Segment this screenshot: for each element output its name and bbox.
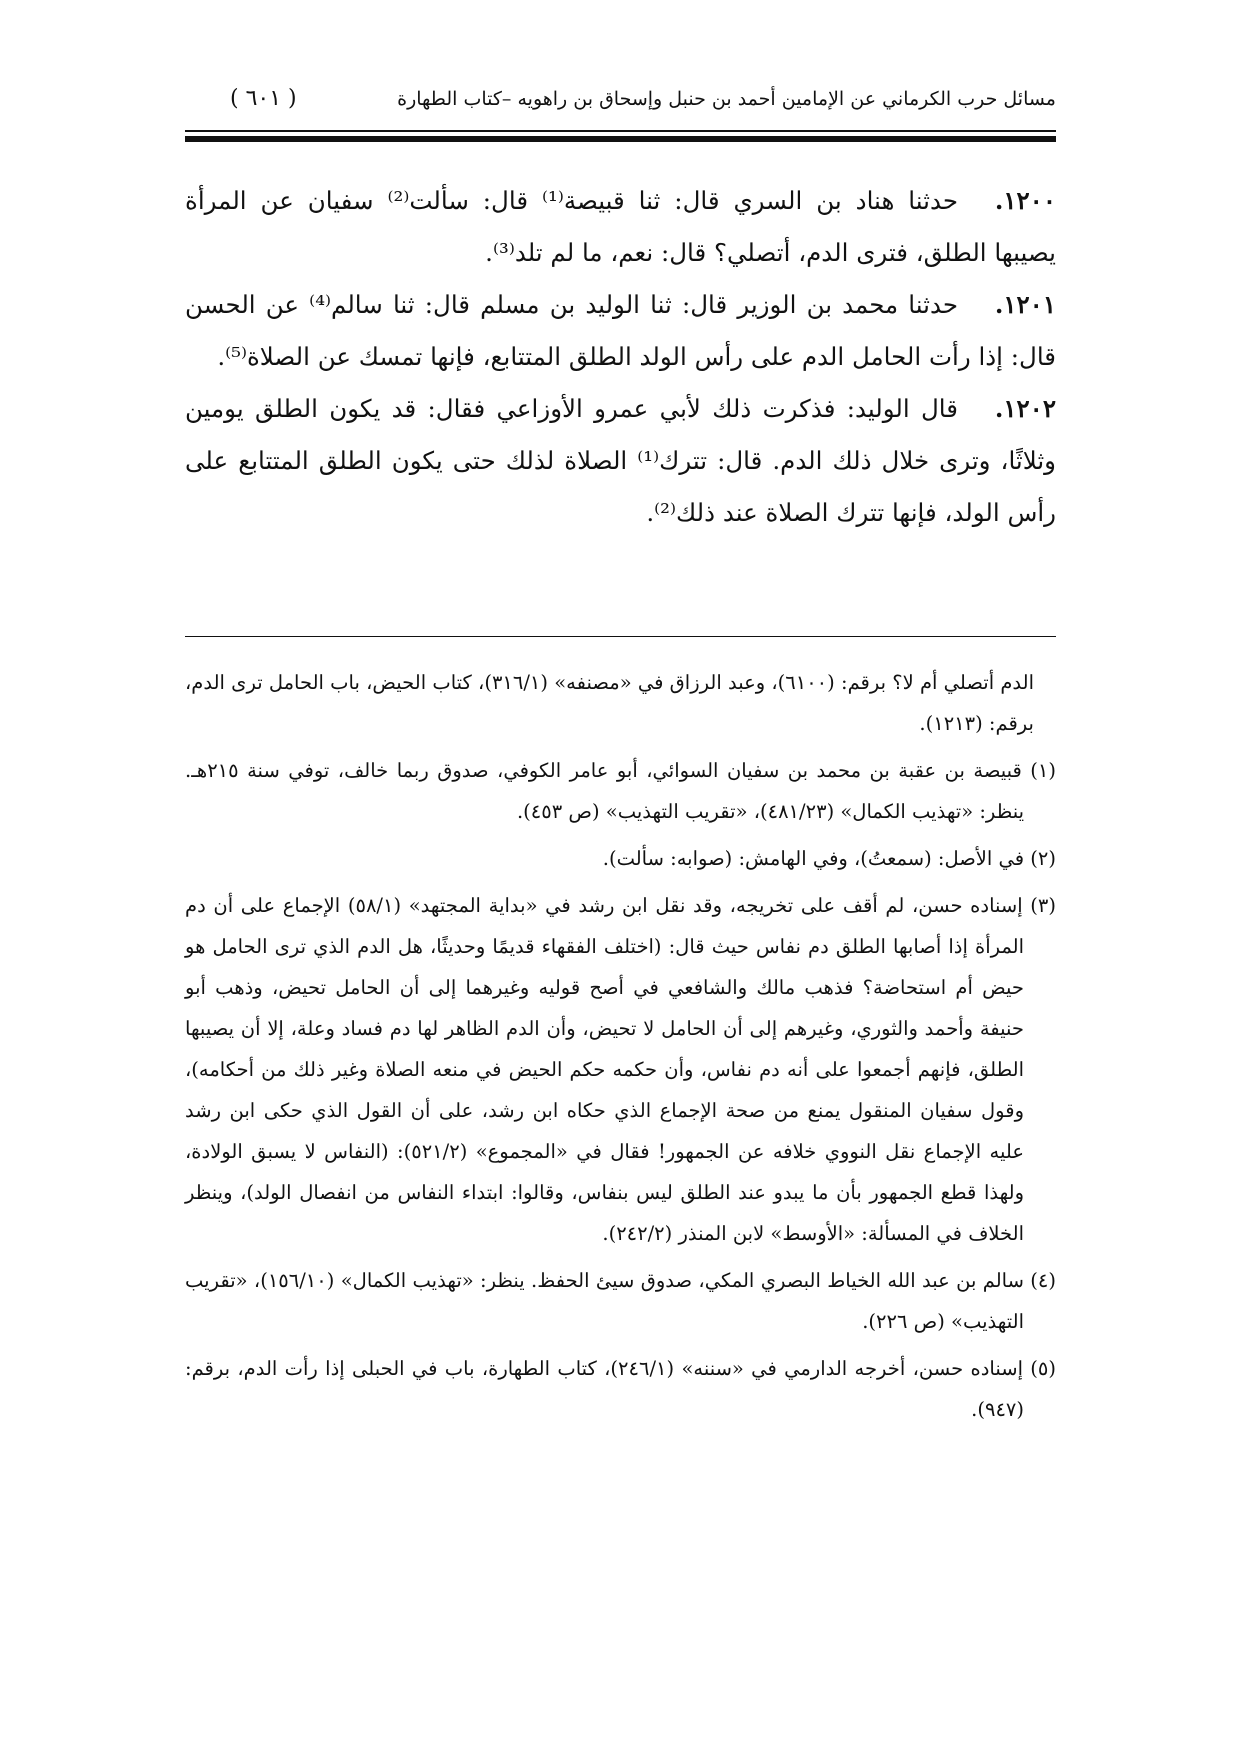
main-text xyxy=(185,175,1056,539)
entry-number: ١٢٠٠. xyxy=(994,186,1056,215)
footnote-2: (٢) في الأصل: (سمعتُ)، وفي الهامش: (صوابه: سألت). xyxy=(602,847,1056,870)
footnote-separator xyxy=(185,636,1056,637)
footnote-1: (١) قبيصة بن عقبة بن محمد بن سفيان السوائي، أبو عامر الكوفي، صدوق ربما خالف، توفي سنة ٢١٥هـ. ينظر: «تهذيب الكمال» (٤٨١/٢٣)، «تقريب التهذيب» (ص ٤٥٣). xyxy=(185,759,1056,823)
footnote-4: (٤) سالم بن عبد الله الخياط البصري المكي، صدوق سيئ الحفظ. ينظر: «تهذيب الكمال» (١٥٦/١٠)، «تقريب التهذيب» (ص ٢٢٦). xyxy=(185,1269,1056,1333)
footnotes xyxy=(185,662,1056,1436)
entry-number: ١٢٠١. xyxy=(994,290,1056,319)
header-title: مسائل حرب الكرماني عن الإمامين أحمد بن حنبل وإسحاق بن راهويه –كتاب الطهارة xyxy=(397,88,1056,110)
entry-number: ١٢٠٢. xyxy=(994,394,1056,423)
footnote-3: (٣) إسناده حسن، لم أقف على تخريجه، وقد نقل ابن رشد في «بداية المجتهد» (٥٨/١) الإجماع على أن دم المرأة إذا أصابها الطلق دم نفاس حيث قال: (اختلف الفقهاء قديمًا وحديثًا، هل الدم الذي ترى الحامل هو حيض أم استحاضة؟ فذهب مالك والشافعي في أصح قوليه وغيرهما إلى أن الحامل تحيض، وذهب أبو حنيفة وأحمد والثوري، وغيرهم إلى أن الحامل لا تحيض، وأن الدم الظاهر لها دم فساد وعلة، إلا أن يصيبها الطلق، فإنهم أجمعوا على أنه دم نفاس، وأن حكمه حكم الحيض في منعه الصلاة وغير ذلك من أحكامه)، وقول سفيان المنقول يمنع من صحة الإجماع الذي حكاه ابن رشد، على أن القول الذي حكى ابن رشد عليه الإجماع نقل النووي خلافه عن الجمهور! فقال في «المجموع» (٥٢١/٢): (النفاس لا يسبق الولادة، ولهذا قطع الجمهور بأن ما يبدو عند الطلق ليس بنفاس، وقالوا: ابتداء النفاس من انفصال الولد)، وينظر الخلاف في المسألة: «الأوسط» لابن المنذر (٢٤٢/٢). xyxy=(185,894,1057,1245)
entry-text: حدثنا محمد بن الوزير قال: ثنا الوليد بن مسلم قال: ثنا سالم⁽⁴⁾ عن الحسن قال: إذا رأت الحامل الدم على رأس الولد الطلق المتتابع، فإنها تمسك عن الصلاة⁽⁵⁾. xyxy=(185,290,1056,371)
running-header xyxy=(230,86,1056,111)
page-number: ( ٦٠١ ) xyxy=(230,86,297,111)
entry-1201 xyxy=(185,279,1056,383)
entry-1200 xyxy=(185,175,1056,279)
entry-1202 xyxy=(185,383,1056,539)
entry-text: حدثنا هناد بن السري قال: ثنا قبيصة⁽¹⁾ قال: سألت⁽²⁾ سفيان عن المرأة يصيبها الطلق، فترى الدم، أتصلي؟ قال: نعم، ما لم تلد⁽³⁾. xyxy=(185,186,1056,267)
entry-text: قال الوليد: فذكرت ذلك لأبي عمرو الأوزاعي فقال: قد يكون الطلق يومين وثلاثًا، وترى خلال ذلك الدم. قال: تترك⁽¹⁾ الصلاة لذلك حتى يكون الطلق المتتابع على رأس الولد، فإنها تترك الصلاة عند ذلك⁽²⁾. xyxy=(185,394,1056,527)
header-rule-thick xyxy=(185,136,1056,142)
footnote-5: (٥) إسناده حسن، أخرجه الدارمي في «سننه» (٢٤٦/١)، كتاب الطهارة، باب في الحبلى إذا رأت الدم، برقم: (٩٤٧). xyxy=(185,1357,1057,1421)
header-rule-thin xyxy=(185,130,1056,132)
footnote-continued: الدم أتصلي أم لا؟ برقم: (٦١٠٠)، وعبد الرزاق في «مصنفه» (٣١٦/١)، كتاب الحيض، باب الحامل ترى الدم، برقم: (١٢١٣). xyxy=(185,671,1035,735)
